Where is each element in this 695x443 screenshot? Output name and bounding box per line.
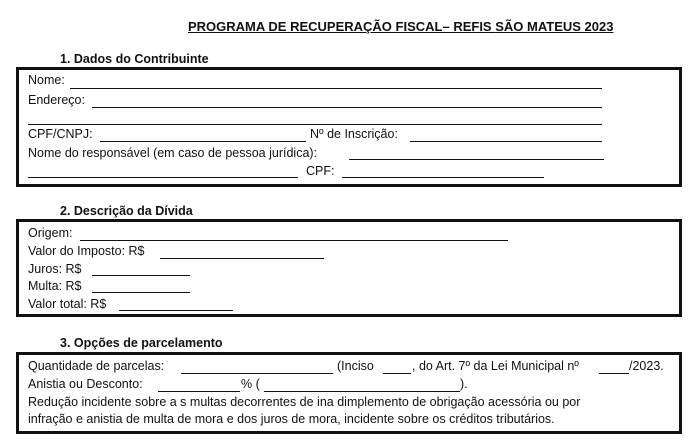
cpf-field[interactable]	[342, 177, 544, 178]
cpf-label: CPF:	[306, 164, 335, 178]
nome-field[interactable]	[70, 88, 602, 89]
endereco-label: Endereço:	[28, 93, 85, 107]
inscricao-field[interactable]	[410, 141, 602, 142]
section-3-heading: 3. Opções de parcelamento	[60, 336, 223, 350]
juros-label: Juros: R$	[28, 262, 82, 276]
valor-total-label: Valor total: R$	[28, 297, 107, 311]
endereco-field[interactable]	[92, 107, 602, 108]
document-title-main: PROGRAMA DE RECUPERAÇÃO FISCAL– REFIS	[188, 19, 496, 34]
inciso-field[interactable]	[383, 373, 411, 374]
percent-label: % (	[241, 377, 260, 391]
qtd-parcelas-label: Quantidade de parcelas:	[28, 359, 165, 373]
reducao-text-line1: Redução incidente sobre a s multas decorrentes de ina dimplemento de obrigação acessória ou por	[28, 395, 581, 409]
origem-label: Origem:	[28, 226, 73, 240]
inscricao-label: Nº de Inscrição:	[310, 127, 398, 141]
nome-label: Nome:	[28, 73, 65, 87]
responsavel-field-line2[interactable]	[28, 177, 298, 178]
anistia-label: Anistia ou Desconto:	[28, 377, 143, 391]
juros-field[interactable]	[92, 275, 190, 276]
anistia-percent-field[interactable]	[158, 391, 240, 392]
qtd-parcelas-field[interactable]	[181, 373, 333, 374]
endereco-field-line2[interactable]	[28, 124, 602, 125]
responsavel-label: Nome do responsável (em caso de pessoa jurídica):	[28, 146, 318, 160]
cpf-cnpj-field[interactable]	[100, 141, 306, 142]
section-2-heading: 2. Descrição da Dívida	[60, 204, 193, 218]
lei-numero-field[interactable]	[599, 373, 629, 374]
multa-field[interactable]	[92, 292, 190, 293]
valor-imposto-label: Valor do Imposto: R$	[28, 244, 145, 258]
divida-box	[16, 219, 682, 317]
anistia-extenso-field[interactable]	[264, 391, 460, 392]
document-title	[188, 19, 613, 34]
valor-total-field[interactable]	[119, 310, 233, 311]
document-title-tail: SÃO MATEUS 2023	[495, 19, 614, 34]
art-label: , do Art. 7º da Lei Municipal nº	[412, 359, 579, 373]
origem-field[interactable]	[80, 240, 508, 241]
inciso-label: (Inciso	[337, 359, 374, 373]
reducao-text-line2: infração e anistia de multa de mora e dos juros de mora, incidente sobre os créditos tributários.	[28, 412, 555, 426]
close-paren-label: ).	[460, 377, 468, 391]
section-1-heading: 1. Dados do Contribuinte	[60, 52, 209, 66]
year-label: /2023.	[629, 359, 664, 373]
cpf-cnpj-label: CPF/CNPJ:	[28, 127, 93, 141]
responsavel-field[interactable]	[349, 159, 604, 160]
multa-label: Multa: R$	[28, 279, 82, 293]
valor-imposto-field[interactable]	[160, 258, 324, 259]
